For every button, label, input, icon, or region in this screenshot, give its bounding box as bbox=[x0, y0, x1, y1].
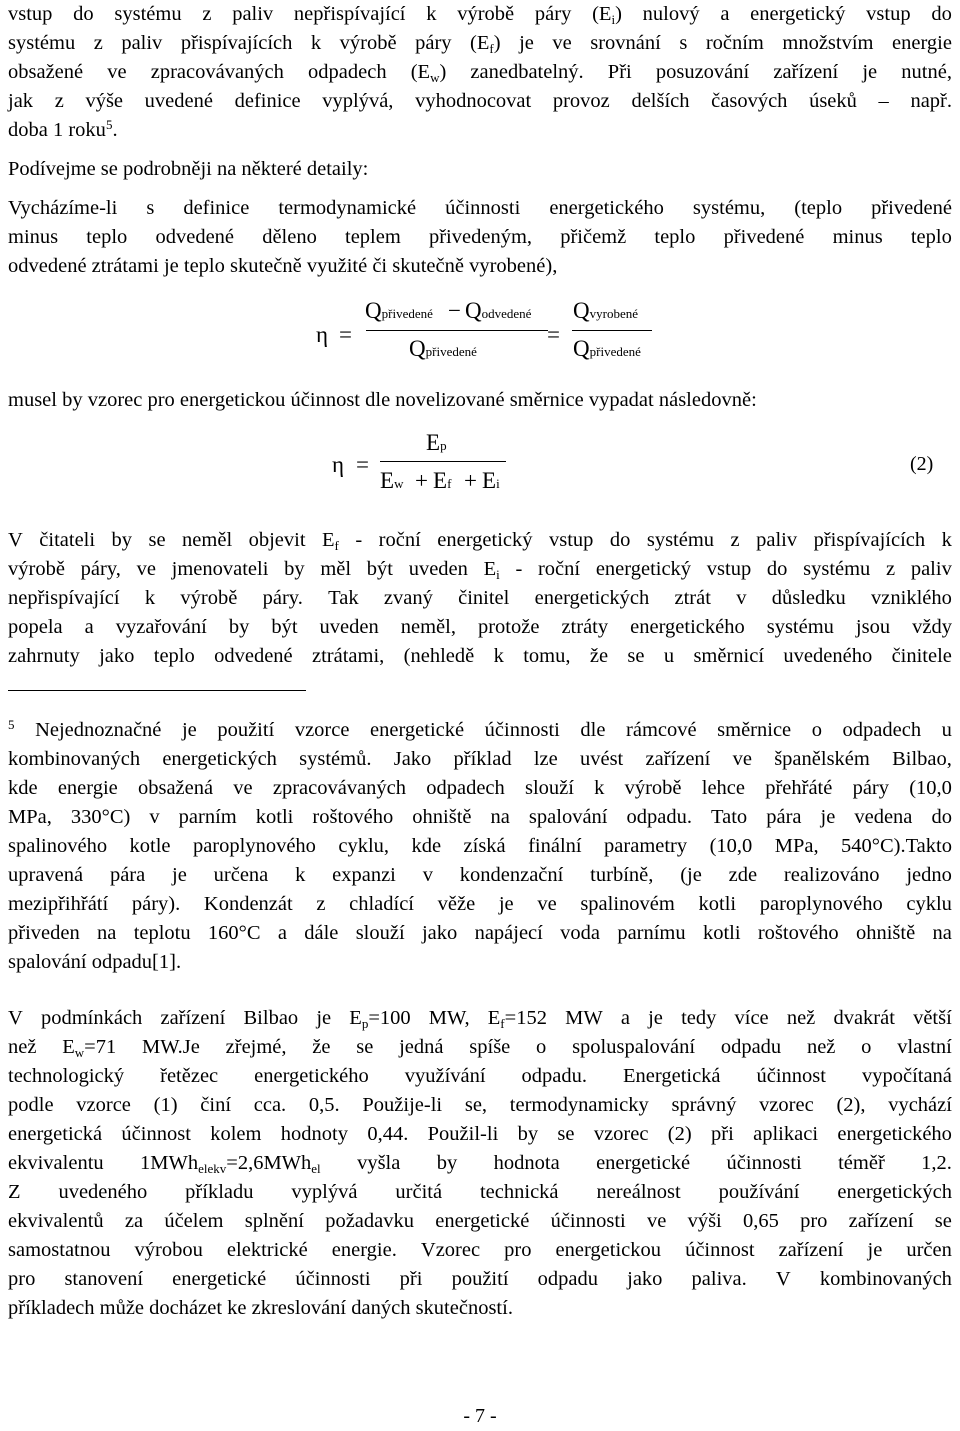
numerator-q-odvedene: Qodvedené bbox=[465, 298, 532, 323]
paragraph-4: musel by vzorec pro energetickou účinnost dle novelizované směrnice vypadat následovně: bbox=[8, 389, 757, 411]
numerator-e-p: Ep bbox=[426, 430, 447, 455]
paragraph-5 bbox=[8, 526, 952, 671]
minus-sign: − bbox=[448, 298, 461, 323]
text-line: upravená pára je určena k expanzi v kondenzační turbíně, (je zde realizováno jedno bbox=[8, 864, 952, 886]
denominator-q-privedene: Qpřivedené bbox=[409, 336, 477, 361]
text-line: kde energie obsažená ve zpracovávaných odpadech slouží k výrobě lehce přehřáté páry (10,0 bbox=[8, 777, 952, 799]
text-line: technologický řetězec energetického využívání odpadu. Energetická účinnost vypočítaná bbox=[8, 1065, 952, 1087]
text-line: V čitateli by se neměl objevit $E_f$ - roční energetický vstup do systému z paliv přispívajících k bbox=[8, 529, 952, 553]
text-line: pro stanovení energetické účinnosti při použití odpadu jako paliva. V kombinovaných bbox=[8, 1268, 952, 1290]
text-line: spalinového kotle paroplynového cyklu, kde získá finální parametry (10,0 MPa, 540°C).Takto bbox=[8, 835, 952, 857]
text-line: přiveden na teplotu 160°C a dále slouží jako napájecí voda parnímu kotli roštového ohniště na bbox=[8, 922, 952, 944]
equals-sign: = bbox=[339, 322, 352, 347]
text-line: kombinovaných energetických systémů. Jako příklad lze uvést zařízení ve španělském Bilbao, bbox=[8, 748, 952, 770]
denominator-e-w: Ew bbox=[380, 468, 404, 493]
text-line: vstup do systému z paliv nepřispívající k výrobě páry $(E_i)$ nulový a energetický vstup do bbox=[8, 3, 952, 27]
denominator-e-f: Ef bbox=[433, 468, 452, 493]
numerator-q-vyrobene: Qvyrobené bbox=[573, 298, 638, 323]
fraction-bar bbox=[380, 461, 506, 462]
paragraph-2: Podívejme se podrobněji na některé detaily: bbox=[8, 158, 369, 180]
paragraph-1 bbox=[8, 0, 952, 145]
fraction-bar-2 bbox=[572, 330, 652, 331]
text-line: MPa, 330°C) v parním kotli roštového ohniště na spalování odpadu. Tato pára je vedena do bbox=[8, 806, 952, 828]
footnote-separator bbox=[8, 690, 306, 691]
text-line: energetická účinnost kolem hodnoty 0,44. Použil-li by se vzorec (2) při aplikaci energetického bbox=[8, 1123, 952, 1145]
footnote-5-continued bbox=[8, 1004, 952, 1323]
text-line: obsažené ve zpracovávaných odpadech $(E_w)$ zanedbatelný. Při posuzování zařízení je nutné, bbox=[8, 61, 952, 85]
text-line: odvedené ztrátami je teplo skutečně využité či skutečně vyrobené), bbox=[8, 255, 558, 277]
plus-sign-1: + bbox=[415, 468, 428, 493]
equation-efficiency-directive bbox=[8, 420, 952, 510]
text-line: ekvivalentu 1MWh$_{elekv}$=2,6MWh$_{el}$ vyšla by hodnota energetické účinnosti téměř 1,2. bbox=[8, 1152, 952, 1176]
paragraph-3 bbox=[8, 194, 952, 281]
equals-sign-2: = bbox=[547, 322, 560, 347]
eta-symbol: η bbox=[332, 452, 345, 477]
text-line: Vycházíme-li s definice termodynamické účinnosti energetického systému, (teplo přivedené bbox=[8, 197, 952, 219]
footnote-5 bbox=[8, 716, 952, 977]
equation-efficiency-thermodynamic bbox=[8, 290, 952, 380]
text-line: systému z paliv přispívajících k výrobě páry $(E_f)$ je ve srovnání s ročním množstvím energie bbox=[8, 32, 952, 56]
text-line: podle vzorce (1) činí cca. 0,5. Použije-li se, termodynamicky správný vzorec (2), vychází bbox=[8, 1094, 952, 1116]
text-line: minus teplo odvedené děleno teplem přivedeným, přičemž teplo přivedené minus teplo bbox=[8, 226, 952, 248]
numerator-q-privedene: Qpřivedené bbox=[365, 298, 433, 323]
text-line: samostatnou výrobou elektrické energie. Vzorec pro energetickou účinnost zařízení je určen bbox=[8, 1239, 952, 1261]
text-line: zahrnuty jako teplo odvedené ztrátami, (nehledě k tomu, že se u směrnicí uvedeného činitele bbox=[8, 645, 952, 667]
text-line: $^5$ Nejednoznačné je použití vzorce energetické účinnosti dle rámcové směrnice o odpadech u bbox=[8, 717, 952, 741]
text-line: mezipřihřátí páry). Kondenzát z chladící věže je ve spalinovém kotli paroplynového cyklu bbox=[8, 893, 952, 915]
text-line: Z uvedeného příkladu vyplývá určitá technická nereálnost používání energetických bbox=[8, 1181, 952, 1203]
text-line: doba 1 roku$^5$. bbox=[8, 117, 118, 141]
eta-symbol: η bbox=[316, 322, 329, 347]
text-line: spalování odpadu[1]. bbox=[8, 951, 182, 973]
text-line: nepřispívající k výrobě páry. Tak zvaný činitel energetických ztrát v důsledku vzniklého bbox=[8, 587, 952, 609]
text-line: ekvivalentů za účelem splnění požadavku energetické účinnosti ve výši 0,65 pro zařízení se bbox=[8, 1210, 952, 1232]
text-line: V podmínkách zařízení Bilbao je $E_p=100$ MW, $E_f=152$ MW a je tedy více než dvakrát větší bbox=[8, 1007, 952, 1031]
denominator-e-i: Ei bbox=[482, 468, 500, 493]
text-line: výrobě páry, ve jmenovateli by měl být uveden $E_i$ - roční energetický vstup do systému z paliv bbox=[8, 558, 952, 582]
plus-sign-2: + bbox=[464, 468, 477, 493]
text-line: příkladech může docházet ke zkreslování daných skutečností. bbox=[8, 1297, 513, 1319]
fraction-bar-1 bbox=[366, 330, 548, 331]
equation-number: (2) bbox=[910, 453, 934, 475]
text-line: popela a vyzařování by být uveden neměl, protože ztráty energetického systému jsou vždy bbox=[8, 616, 952, 638]
text-line: než $E_w=71$ MW.Je zřejmé, že se jedná spíše o spoluspalování odpadu než o vlastní bbox=[8, 1036, 952, 1060]
equals-sign: = bbox=[356, 452, 369, 477]
text-line: jak z výše uvedené definice vyplývá, vyhodnocovat provoz delších časových úseků – např. bbox=[8, 90, 952, 112]
denominator-q-privedene-2: Qpřivedené bbox=[573, 336, 641, 361]
page-number: - 7 - bbox=[463, 1405, 497, 1427]
